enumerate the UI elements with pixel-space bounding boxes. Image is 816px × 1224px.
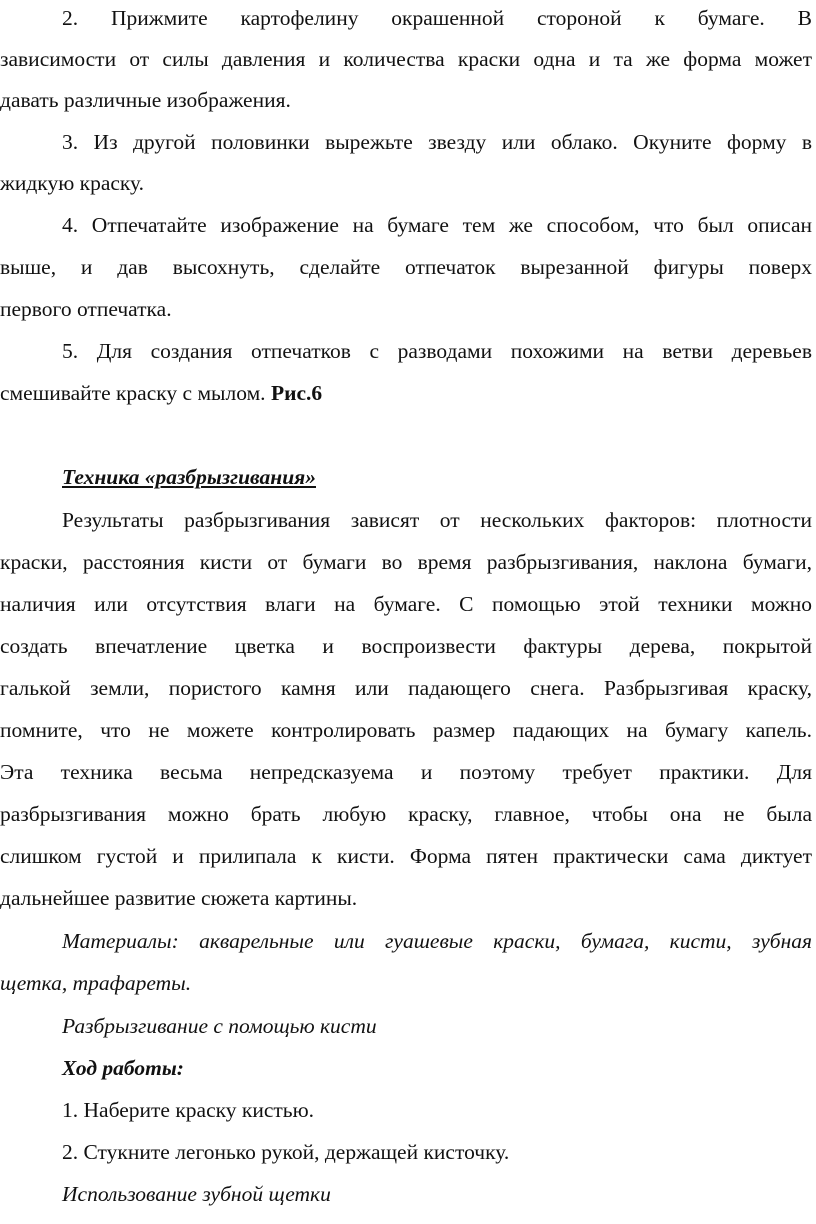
para-line-10: дальнейшее развитие сюжета картины. [0,886,358,910]
item4-line1: 4. Отпечатайте изображение на бумаге тем же способом, что был описан [62,213,812,237]
section-heading-text: Техника «разбрызгивания» [62,465,316,489]
para-line-4: создать впечатление цветка и воспроизвести фактуры дерева, покрытой [0,634,812,658]
para-line-7: Эта техника весьма непредсказуема и поэтому требует практики. Для [0,760,812,784]
item3-line2: жидкую краску. [0,171,145,195]
workflow-heading: Ход работы: [62,1056,184,1080]
materials-line2: щетка, трафареты. [0,971,192,995]
para-line-1: Результаты разбрызгивания зависят от нескольких факторов: плотности [62,508,812,532]
step-2: 2. Стукните легонько рукой, держащей кисточку. [62,1140,510,1164]
item4-line3: первого отпечатка. [0,297,172,321]
para-line-9: слишком густой и прилипала к кисти. Форма пятен практически сама диктует [0,844,812,868]
para-line-5: галькой земли, пористого камня или падающего снега. Разбрызгивая краску, [0,676,812,700]
para-line-6: помните, что не можете контролировать размер падающих на бумагу капель. [0,718,812,742]
materials-line1: Материалы: акварельные или гуашевые краски, бумага, кисти, зубная [62,929,812,953]
item4-line2: выше, и дав высохнуть, сделайте отпечаток вырезанной фигуры поверх [0,255,812,279]
item5-line2 [0,378,812,408]
item3-line1: 3. Из другой половинки вырежьте звезду или облако. Окуните форму в [62,130,812,154]
item5-text: смешивайте краску с мылом. [0,381,266,405]
para-line-3: наличия или отсутствия влаги на бумаге. С помощью этой техники можно [0,592,812,616]
item2-line2: зависимости от силы давления и количества краски одна и та же форма может [0,47,812,71]
item2-line1: 2. Прижмите картофелину окрашенной стороной к бумаге. В [62,6,812,30]
item5-line1: 5. Для создания отпечатков с разводами похожими на ветви деревьев [62,339,812,363]
para-line-8: разбрызгивания можно брать любую краску, главное, чтобы она не была [0,802,812,826]
figure-reference: Рис.6 [270,381,323,405]
subheading-toothbrush: Использование зубной щетки [62,1182,331,1206]
subheading-brush: Разбрызгивание с помощью кисти [62,1014,377,1038]
para-line-2: краски, расстояния кисти от бумаги во время разбрызгивания, наклона бумаги, [0,550,812,574]
section-heading [62,462,812,492]
step-1: 1. Наберите краску кистью. [62,1098,315,1122]
item2-line3: давать различные изображения. [0,88,291,112]
